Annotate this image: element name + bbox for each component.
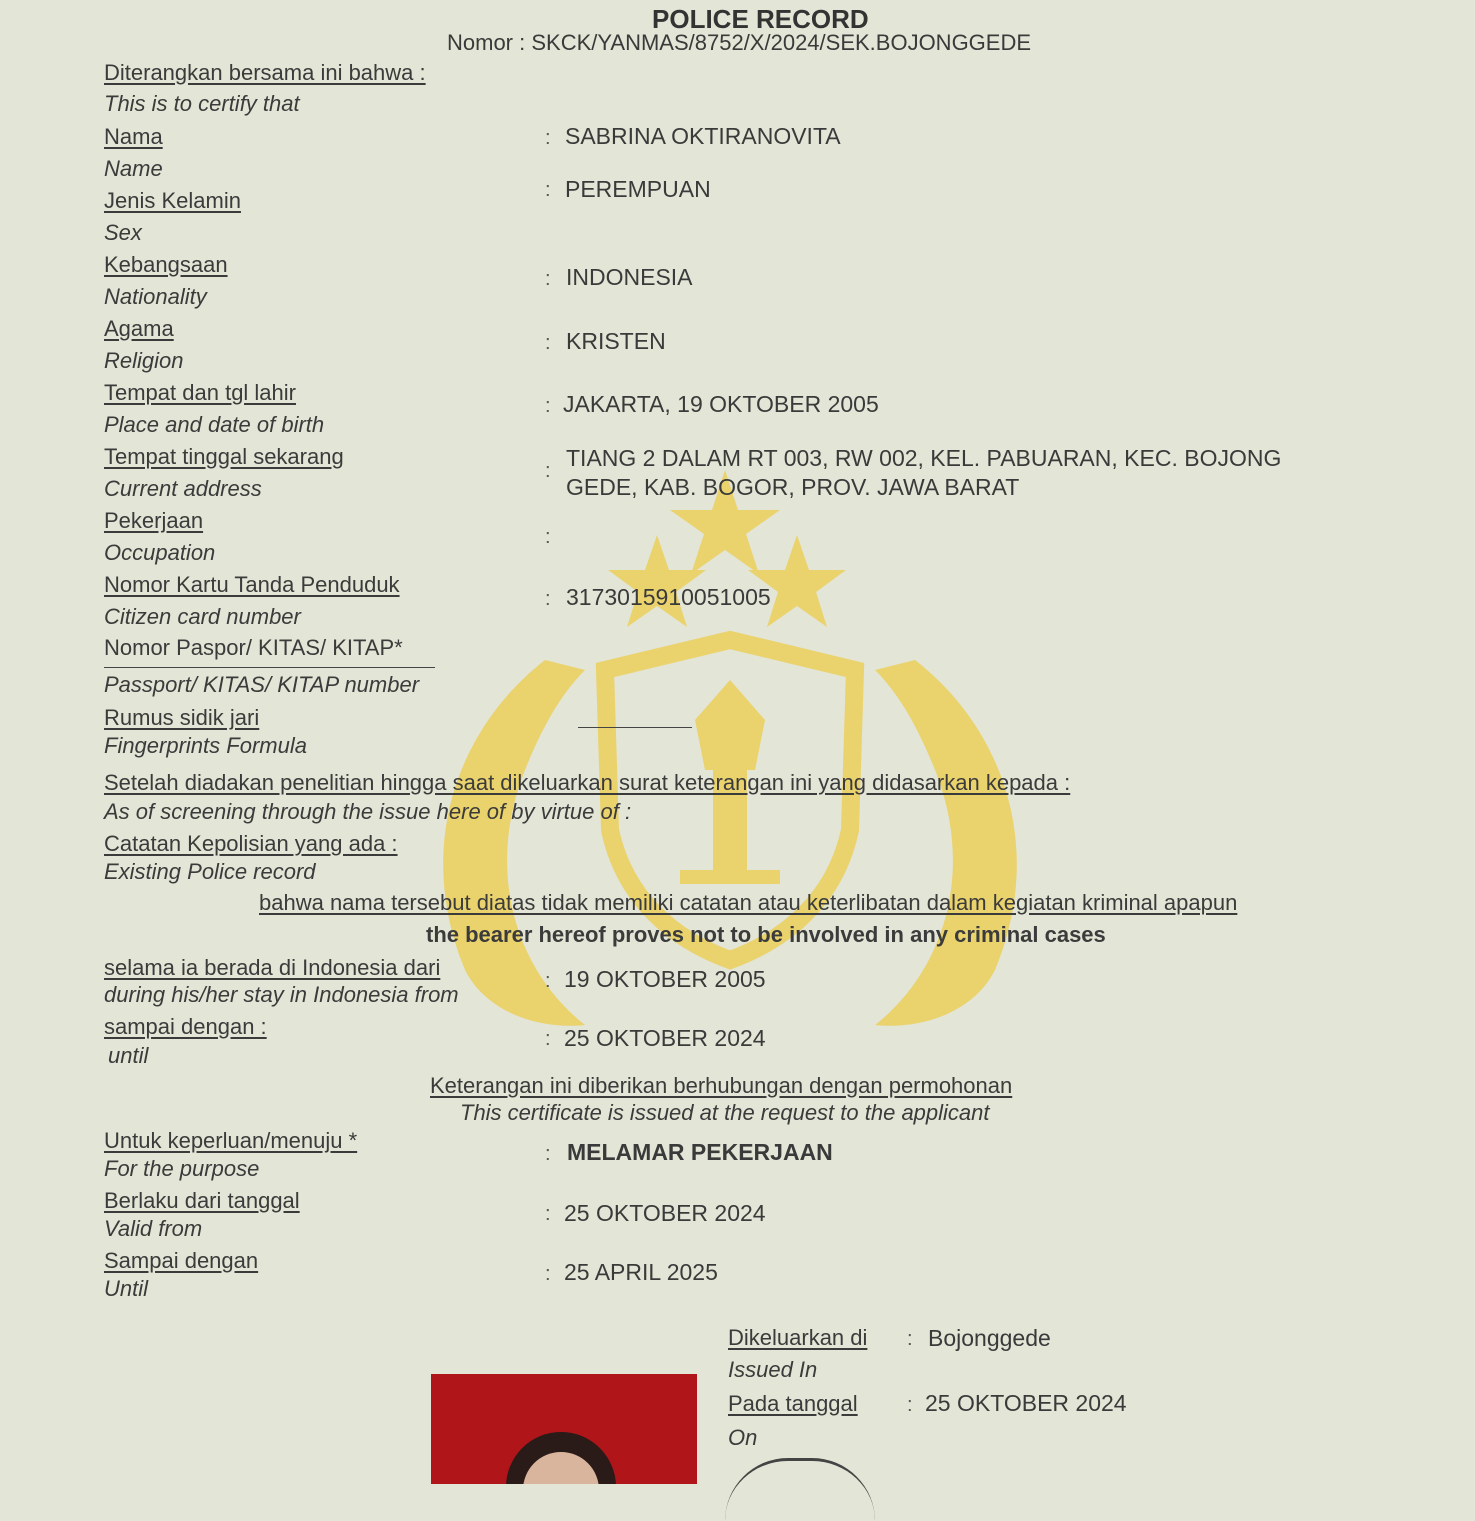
citizen-card-value: 3173015910051005 bbox=[566, 584, 771, 610]
religion-label-id: Agama bbox=[104, 316, 174, 341]
statement-en: the bearer hereof proves not to be involved in any criminal cases bbox=[426, 922, 1106, 947]
emblem-torch bbox=[695, 680, 765, 770]
occupation-label-en: Occupation bbox=[104, 540, 216, 565]
birth-label-en: Place and date of birth bbox=[104, 412, 325, 437]
valid-from-value: 25 OKTOBER 2024 bbox=[564, 1200, 766, 1226]
valid-from-label-en: Valid from bbox=[104, 1216, 203, 1241]
request-label-id: Keterangan ini diberikan berhubungan dengan permohonan bbox=[430, 1073, 1013, 1098]
stay-until-label-en: until bbox=[108, 1043, 149, 1068]
valid-until-label-id: Sampai dengan bbox=[104, 1248, 259, 1273]
birth-label-id: Tempat dan tgl lahir bbox=[104, 380, 296, 405]
religion-value: KRISTEN bbox=[566, 328, 666, 354]
screening-label-en: As of screening through the issue here of by virtue of : bbox=[104, 799, 632, 824]
colon: : bbox=[545, 127, 551, 149]
passport-label-id: Nomor Paspor/ KITAS/ KITAP* bbox=[104, 635, 403, 660]
emblem-star-left bbox=[608, 535, 706, 627]
valid-until-value: 25 APRIL 2025 bbox=[564, 1259, 718, 1285]
colon: : bbox=[545, 460, 551, 482]
colon: : bbox=[907, 1328, 913, 1350]
intro-label-id: Diterangkan bersama ini bahwa : bbox=[104, 60, 426, 85]
colon: : bbox=[545, 526, 551, 548]
document-title: POLICE RECORD bbox=[652, 4, 869, 34]
purpose-label-id: Untuk keperluan/menuju * bbox=[104, 1128, 358, 1153]
name-value: SABRINA OKTIRANOVITA bbox=[565, 123, 841, 149]
name-label-en: Name bbox=[104, 156, 163, 181]
fingerprint-label-en: Fingerprints Formula bbox=[104, 733, 307, 758]
colon: : bbox=[545, 179, 551, 201]
fingerprint-label-id: Rumus sidik jari bbox=[104, 705, 260, 730]
issued-in-label-id: Dikeluarkan di bbox=[728, 1325, 868, 1350]
nationality-label-en: Nationality bbox=[104, 284, 207, 309]
nationality-label-id: Kebangsaan bbox=[104, 252, 228, 277]
fingerprint-blank-line bbox=[578, 727, 692, 728]
religion-label-en: Religion bbox=[104, 348, 184, 373]
intro-label-en: This is to certify that bbox=[104, 91, 300, 116]
issued-on-label-en: On bbox=[728, 1425, 758, 1450]
screening-label-id: Setelah diadakan penelitian hingga saat dikeluarkan surat keterangan ini yang didasarkan kepada : bbox=[104, 770, 1071, 795]
colon: : bbox=[907, 1394, 913, 1416]
statement-id: bahwa nama tersebut diatas tidak memiliki catatan atau keterlibatan dalam kegiatan kriminal apapun bbox=[259, 890, 1238, 915]
nationality-value: INDONESIA bbox=[566, 264, 693, 290]
sex-value: PEREMPUAN bbox=[565, 176, 711, 202]
issued-in-label-en: Issued In bbox=[728, 1357, 818, 1382]
address-value-line1: TIANG 2 DALAM RT 003, RW 002, KEL. PABUARAN, KEC. BOJONG bbox=[566, 445, 1282, 471]
purpose-label-en: For the purpose bbox=[104, 1156, 260, 1181]
passport-label-en: Passport/ KITAS/ KITAP number bbox=[104, 672, 420, 697]
valid-from-label-id: Berlaku dari tanggal bbox=[104, 1188, 300, 1213]
applicant-photo bbox=[431, 1374, 697, 1484]
records-label-en: Existing Police record bbox=[104, 859, 316, 884]
valid-until-label-en: Until bbox=[104, 1276, 149, 1301]
stay-from-label-id: selama ia berada di Indonesia dari bbox=[104, 955, 441, 980]
birth-value: JAKARTA, 19 OKTOBER 2005 bbox=[563, 391, 879, 417]
address-label-en: Current address bbox=[104, 476, 262, 501]
purpose-value: MELAMAR PEKERJAAN bbox=[567, 1139, 833, 1165]
issued-on-value: 25 OKTOBER 2024 bbox=[925, 1390, 1127, 1416]
passport-underline bbox=[104, 667, 435, 668]
occupation-label-id: Pekerjaan bbox=[104, 508, 204, 533]
records-label-id: Catatan Kepolisian yang ada : bbox=[104, 831, 398, 856]
colon: : bbox=[545, 1028, 551, 1050]
issued-in-value: Bojonggede bbox=[928, 1325, 1051, 1351]
stay-from-label-en: during his/her stay in Indonesia from bbox=[104, 982, 459, 1007]
colon: : bbox=[545, 1203, 551, 1225]
sex-label-id: Jenis Kelamin bbox=[104, 188, 241, 213]
address-label-id: Tempat tinggal sekarang bbox=[104, 444, 344, 469]
emblem-wreath-right bbox=[875, 660, 1017, 1026]
emblem-star-right bbox=[748, 535, 846, 627]
colon: : bbox=[545, 1263, 551, 1285]
police-emblem-watermark bbox=[395, 470, 1065, 1050]
citizen-card-label-en: Citizen card number bbox=[104, 604, 301, 629]
name-label-id: Nama bbox=[104, 124, 163, 149]
emblem-base bbox=[680, 870, 780, 884]
colon: : bbox=[545, 588, 551, 610]
sex-label-en: Sex bbox=[104, 220, 142, 245]
official-stamp bbox=[725, 1458, 875, 1521]
address-value-line2: GEDE, KAB. BOGOR, PROV. JAWA BARAT bbox=[566, 474, 1020, 500]
request-label-en: This certificate is issued at the request to the applicant bbox=[460, 1100, 990, 1125]
issued-on-label-id: Pada tanggal bbox=[728, 1391, 858, 1416]
colon: : bbox=[545, 395, 551, 417]
document-number: Nomor : SKCK/YANMAS/8752/X/2024/SEK.BOJONGGEDE bbox=[447, 30, 1032, 55]
stay-until-label-id: sampai dengan : bbox=[104, 1014, 267, 1039]
stay-until-value: 25 OKTOBER 2024 bbox=[564, 1025, 766, 1051]
colon: : bbox=[545, 1143, 551, 1165]
colon: : bbox=[545, 970, 551, 992]
citizen-card-label-id: Nomor Kartu Tanda Penduduk bbox=[104, 572, 400, 597]
stay-from-value: 19 OKTOBER 2005 bbox=[564, 966, 766, 992]
colon: : bbox=[545, 268, 551, 290]
colon: : bbox=[545, 332, 551, 354]
